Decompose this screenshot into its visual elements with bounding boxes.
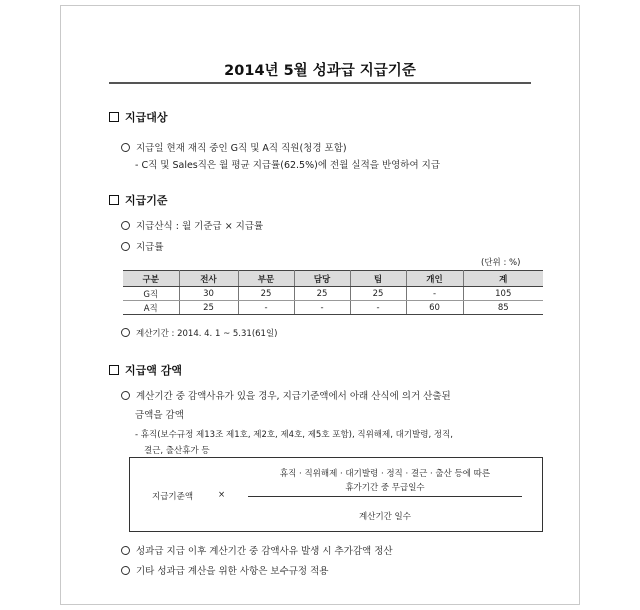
- table-cell: -: [238, 301, 294, 315]
- formula-numerator-line2: 휴가기간 중 무급일수: [345, 483, 425, 493]
- reduction-sub-item: - 휴직(보수규정 제13조 제1호, 제2호, 제4호, 제5호 포함), 직위해제, 대기발령, 정직,: [135, 430, 453, 440]
- table-cell: 30: [179, 287, 238, 301]
- table-cell: 25: [294, 287, 350, 301]
- unit-label: (단위 : %): [481, 258, 521, 268]
- column-header: 부문: [238, 271, 294, 287]
- column-header: 담당: [294, 271, 350, 287]
- fraction-bar: [248, 496, 522, 497]
- circle-bullet-icon: [121, 566, 130, 575]
- table-cell: 60: [406, 301, 463, 315]
- formula-times: ×: [218, 490, 226, 500]
- column-header: 계: [463, 271, 543, 287]
- title-divider: [109, 82, 531, 84]
- document-page: [60, 5, 580, 605]
- circle-bullet-icon: [121, 546, 130, 555]
- circle-bullet-icon: [121, 328, 130, 337]
- table-cell: 25: [350, 287, 406, 301]
- document-title: 2014년 5월 성과급 지급기준: [224, 63, 416, 79]
- table-header-row: [123, 271, 543, 287]
- formula-left-term: 지급기준액: [152, 492, 194, 502]
- reduction-item-2: 성과급 지급 이후 계산기간 중 감액사유 발생 시 추가감액 정산: [121, 543, 393, 557]
- formula-denominator: 계산기간 일수: [359, 512, 411, 522]
- table-cell: 105: [463, 287, 543, 301]
- rate-label: 지급률: [121, 239, 164, 253]
- circle-bullet-icon: [121, 221, 130, 230]
- table-cell: -: [350, 301, 406, 315]
- formula-numerator-line1: 휴직 · 직위해제 · 대기발령 · 정직 · 결근 · 출산 등에 따른: [279, 469, 491, 479]
- table-cell: -: [406, 287, 463, 301]
- circle-bullet-icon: [121, 242, 130, 251]
- column-header: 구분: [123, 271, 179, 287]
- reduction-formula-box: [129, 457, 543, 532]
- section-heading-reduction: 지급액 감액: [109, 362, 182, 378]
- square-bullet-icon: [109, 365, 119, 375]
- target-sub-item: - C직 및 Sales직은 월 평균 지급률(62.5%)에 전월 실적을 반영하여 지급: [135, 160, 441, 171]
- table-row: [123, 301, 543, 315]
- target-item: 지급일 현재 재직 중인 G직 및 A직 직원(청경 포함): [121, 140, 347, 154]
- column-header: 전사: [179, 271, 238, 287]
- formula-line: 지급산식 : 월 기준급 × 지급률: [121, 218, 263, 232]
- section-heading-target: 지급대상: [109, 109, 168, 125]
- square-bullet-icon: [109, 112, 119, 122]
- table-cell: -: [294, 301, 350, 315]
- reduction-item: 계산기간 중 감액사유가 있을 경우, 지급기준액에서 아래 산식에 의거 산출된: [121, 388, 451, 402]
- table-cell: A직: [123, 301, 179, 315]
- table-cell: 25: [179, 301, 238, 315]
- circle-bullet-icon: [121, 391, 130, 400]
- reduction-item-cont: 금액을 감액: [135, 410, 184, 421]
- reduction-sub-item-cont: 결근, 출산휴가 등: [144, 446, 210, 456]
- section-heading-criteria: 지급기준: [109, 192, 168, 208]
- rate-table: [123, 270, 543, 315]
- circle-bullet-icon: [121, 143, 130, 152]
- table-cell: 85: [463, 301, 543, 315]
- table-row: [123, 287, 543, 301]
- reduction-item-3: 기타 성과급 계산을 위한 사항은 보수규정 적용: [121, 563, 328, 577]
- square-bullet-icon: [109, 195, 119, 205]
- table-cell: G직: [123, 287, 179, 301]
- table-cell: 25: [238, 287, 294, 301]
- calc-period: 계산기간 : 2014. 4. 1 ~ 5.31(61일): [121, 327, 277, 339]
- column-header: 개인: [406, 271, 463, 287]
- column-header: 팀: [350, 271, 406, 287]
